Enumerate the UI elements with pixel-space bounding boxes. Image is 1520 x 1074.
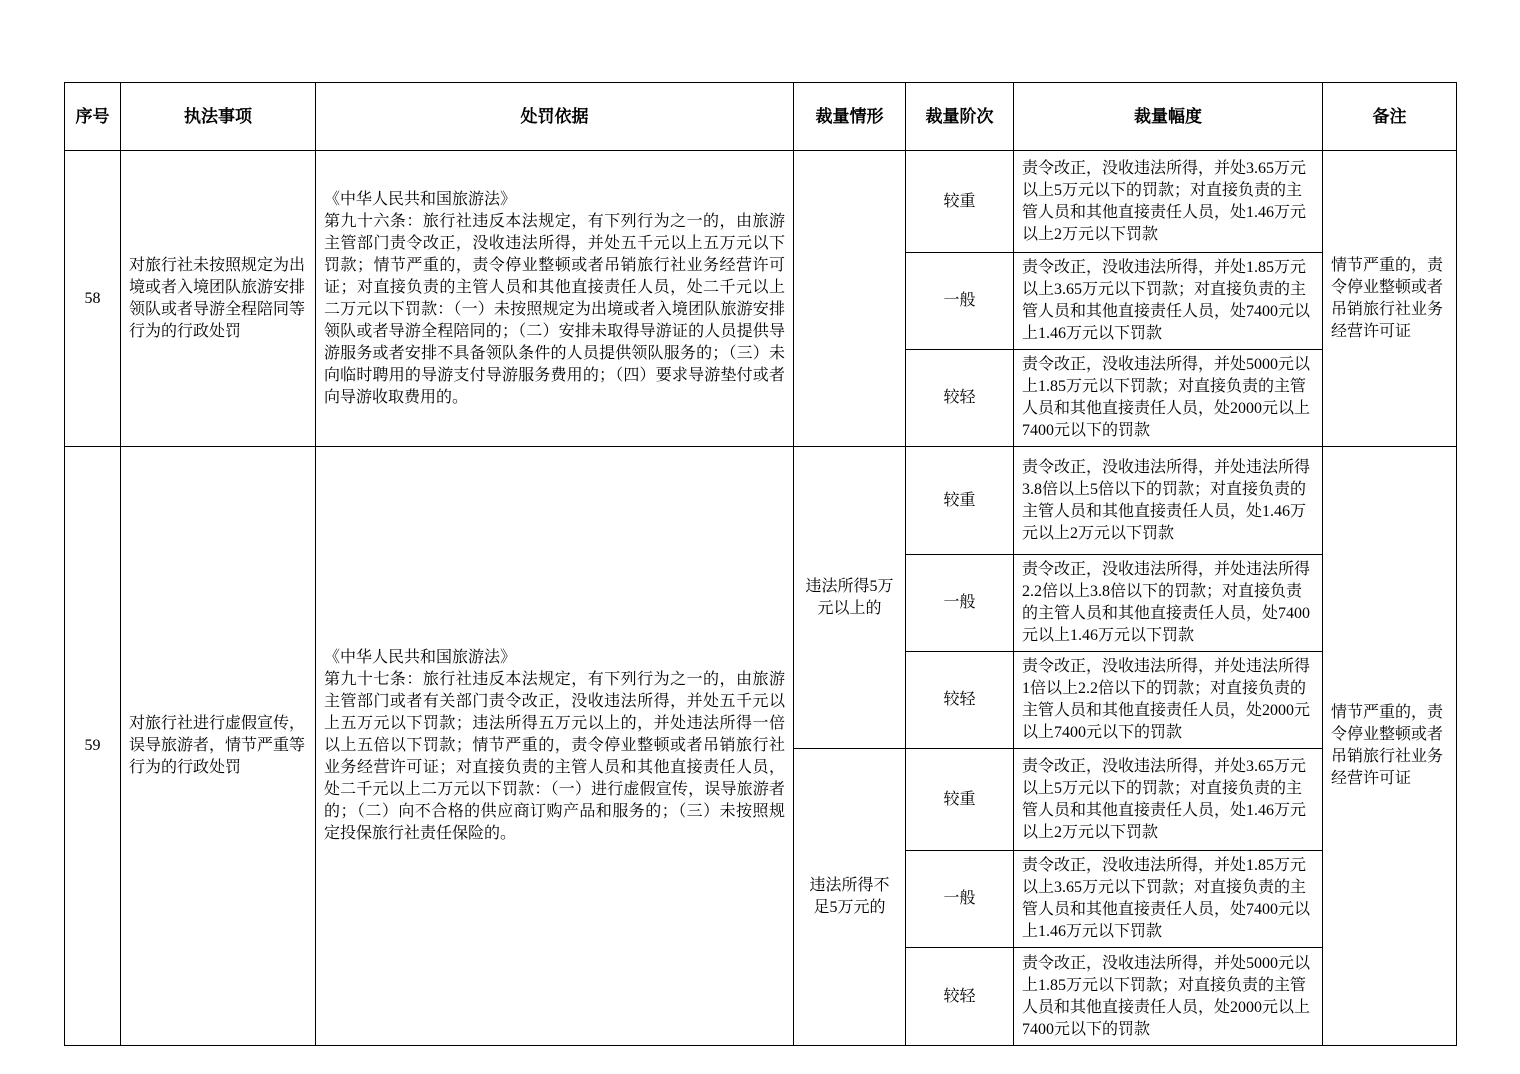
discretion-level: 较轻: [906, 350, 1014, 447]
row-number: 59: [65, 447, 121, 1046]
header-discretion-range: 裁量幅度: [1014, 83, 1323, 151]
discretion-level: 一般: [906, 851, 1014, 948]
remark: 情节严重的，责令停业整顿或者吊销旅行社业务经营许可证: [1323, 447, 1457, 1046]
discretion-level: 较轻: [906, 948, 1014, 1046]
header-remark: 备注: [1323, 83, 1457, 151]
row-number: 58: [65, 151, 121, 447]
discretion-situation-empty: [794, 151, 906, 447]
discretion-level: 较重: [906, 749, 1014, 851]
discretion-range: 责令改正，没收违法所得，并处违法所得1倍以上2.2倍以下的罚款；对直接负责的主管人员和其他直接责任人员，处2000元以上7400元以下的罚款: [1014, 652, 1323, 749]
discretion-range: 责令改正，没收违法所得，并处3.65万元以上5万元以下的罚款；对直接负责的主管人员和其他直接责任人员，处1.46万元以上2万元以下罚款: [1014, 151, 1323, 253]
discretion-level: 较轻: [906, 652, 1014, 749]
header-discretion-level: 裁量阶次: [906, 83, 1014, 151]
penalty-basis: [316, 447, 794, 1046]
remark: 情节严重的，责令停业整顿或者吊销旅行社业务经营许可证: [1323, 151, 1457, 447]
discretion-range: 责令改正，没收违法所得，并处1.85万元以上3.65万元以下罚款；对直接负责的主管人员和其他直接责任人员，处7400元以上1.46万元以下罚款: [1014, 253, 1323, 350]
law-body: 第九十六条：旅行社违反本法规定，有下列行为之一的，由旅游主管部门责令改正，没收违法所得，并处五千元以上五万元以下罚款；情节严重的，责令停业整顿或者吊销旅行社业务经营许可证；对直接负责的主管人员和其他直接责任人员，处二千元以上二万元以下罚款：（一）未按照规定为出境或者入境团队旅游安排领队或者导游全程陪同的；（二）安排未取得导游证的人员提供导游服务或者安排不具备领队条件的人员提供领队服务的；（三）未向临时聘用的导游支付导游服务费用的；（四）要求导游垫付或者向导游收取费用的。: [324, 212, 785, 406]
enforcement-item: 对旅行社进行虚假宣传，误导旅游者，情节严重等行为的行政处罚: [121, 447, 316, 1046]
discretion-range: 责令改正，没收违法所得，并处3.65万元以上5万元以下的罚款；对直接负责的主管人员和其他直接责任人员，处1.46万元以上2万元以下罚款: [1014, 749, 1323, 851]
discretion-range: 责令改正，没收违法所得，并处5000元以上1.85万元以下罚款；对直接负责的主管人员和其他直接责任人员，处2000元以上7400元以下的罚款: [1014, 948, 1323, 1046]
header-penalty-basis: 处罚依据: [316, 83, 794, 151]
discretion-range: 责令改正，没收违法所得，并处5000元以上1.85万元以下罚款；对直接负责的主管人员和其他直接责任人员，处2000元以上7400元以下的罚款: [1014, 350, 1323, 447]
discretion-range: 责令改正，没收违法所得，并处1.85万元以上3.65万元以下罚款；对直接负责的主管人员和其他直接责任人员，处7400元以上1.46万元以下罚款: [1014, 851, 1323, 948]
penalty-discretion-table: [64, 82, 1457, 1046]
discretion-level: 一般: [906, 555, 1014, 652]
law-title: 《中华人民共和国旅游法》: [324, 190, 517, 208]
header-number: 序号: [65, 83, 121, 151]
table-row-58: [65, 151, 1457, 253]
law-body: 第九十七条：旅行社违反本法规定，有下列行为之一的，由旅游主管部门或者有关部门责令改正，没收违法所得，并处五千元以上五万元以下罚款；违法所得五万元以上的，并处违法所得一倍以上五倍以下罚款；情节严重的，责令停业整顿或者吊销旅行社业务经营许可证；对直接负责的主管人员和其他直接责任人员，处二千元以上二万元以下罚款：（一）进行虚假宣传，误导旅游者的；（二）向不合格的供应商订购产品和服务的；（三）未按照规定投保旅行社责任保险的。: [324, 671, 785, 842]
discretion-range: 责令改正，没收违法所得，并处违法所得3.8倍以上5倍以下的罚款；对直接负责的主管人员和其他直接责任人员，处1.46万元以上2万元以下罚款: [1014, 447, 1323, 555]
discretion-situation: 违法所得不足5万元的: [794, 749, 906, 1046]
discretion-level: 较重: [906, 447, 1014, 555]
discretion-situation: 违法所得5万元以上的: [794, 447, 906, 749]
discretion-level: 一般: [906, 253, 1014, 350]
table-row-59: [65, 447, 1457, 555]
penalty-basis: [316, 151, 794, 447]
discretion-range: 责令改正，没收违法所得，并处违法所得2.2倍以上3.8倍以下的罚款；对直接负责的主管人员和其他直接责任人员，处7400元以上1.46万元以下罚款: [1014, 555, 1323, 652]
enforcement-item: 对旅行社未按照规定为出境或者入境团队旅游安排领队或者导游全程陪同等行为的行政处罚: [121, 151, 316, 447]
table-header-row: [65, 83, 1457, 151]
law-title: 《中华人民共和国旅游法》: [324, 649, 517, 666]
discretion-level: 较重: [906, 151, 1014, 253]
header-enforcement-item: 执法事项: [121, 83, 316, 151]
header-discretion-situation: 裁量情形: [794, 83, 906, 151]
